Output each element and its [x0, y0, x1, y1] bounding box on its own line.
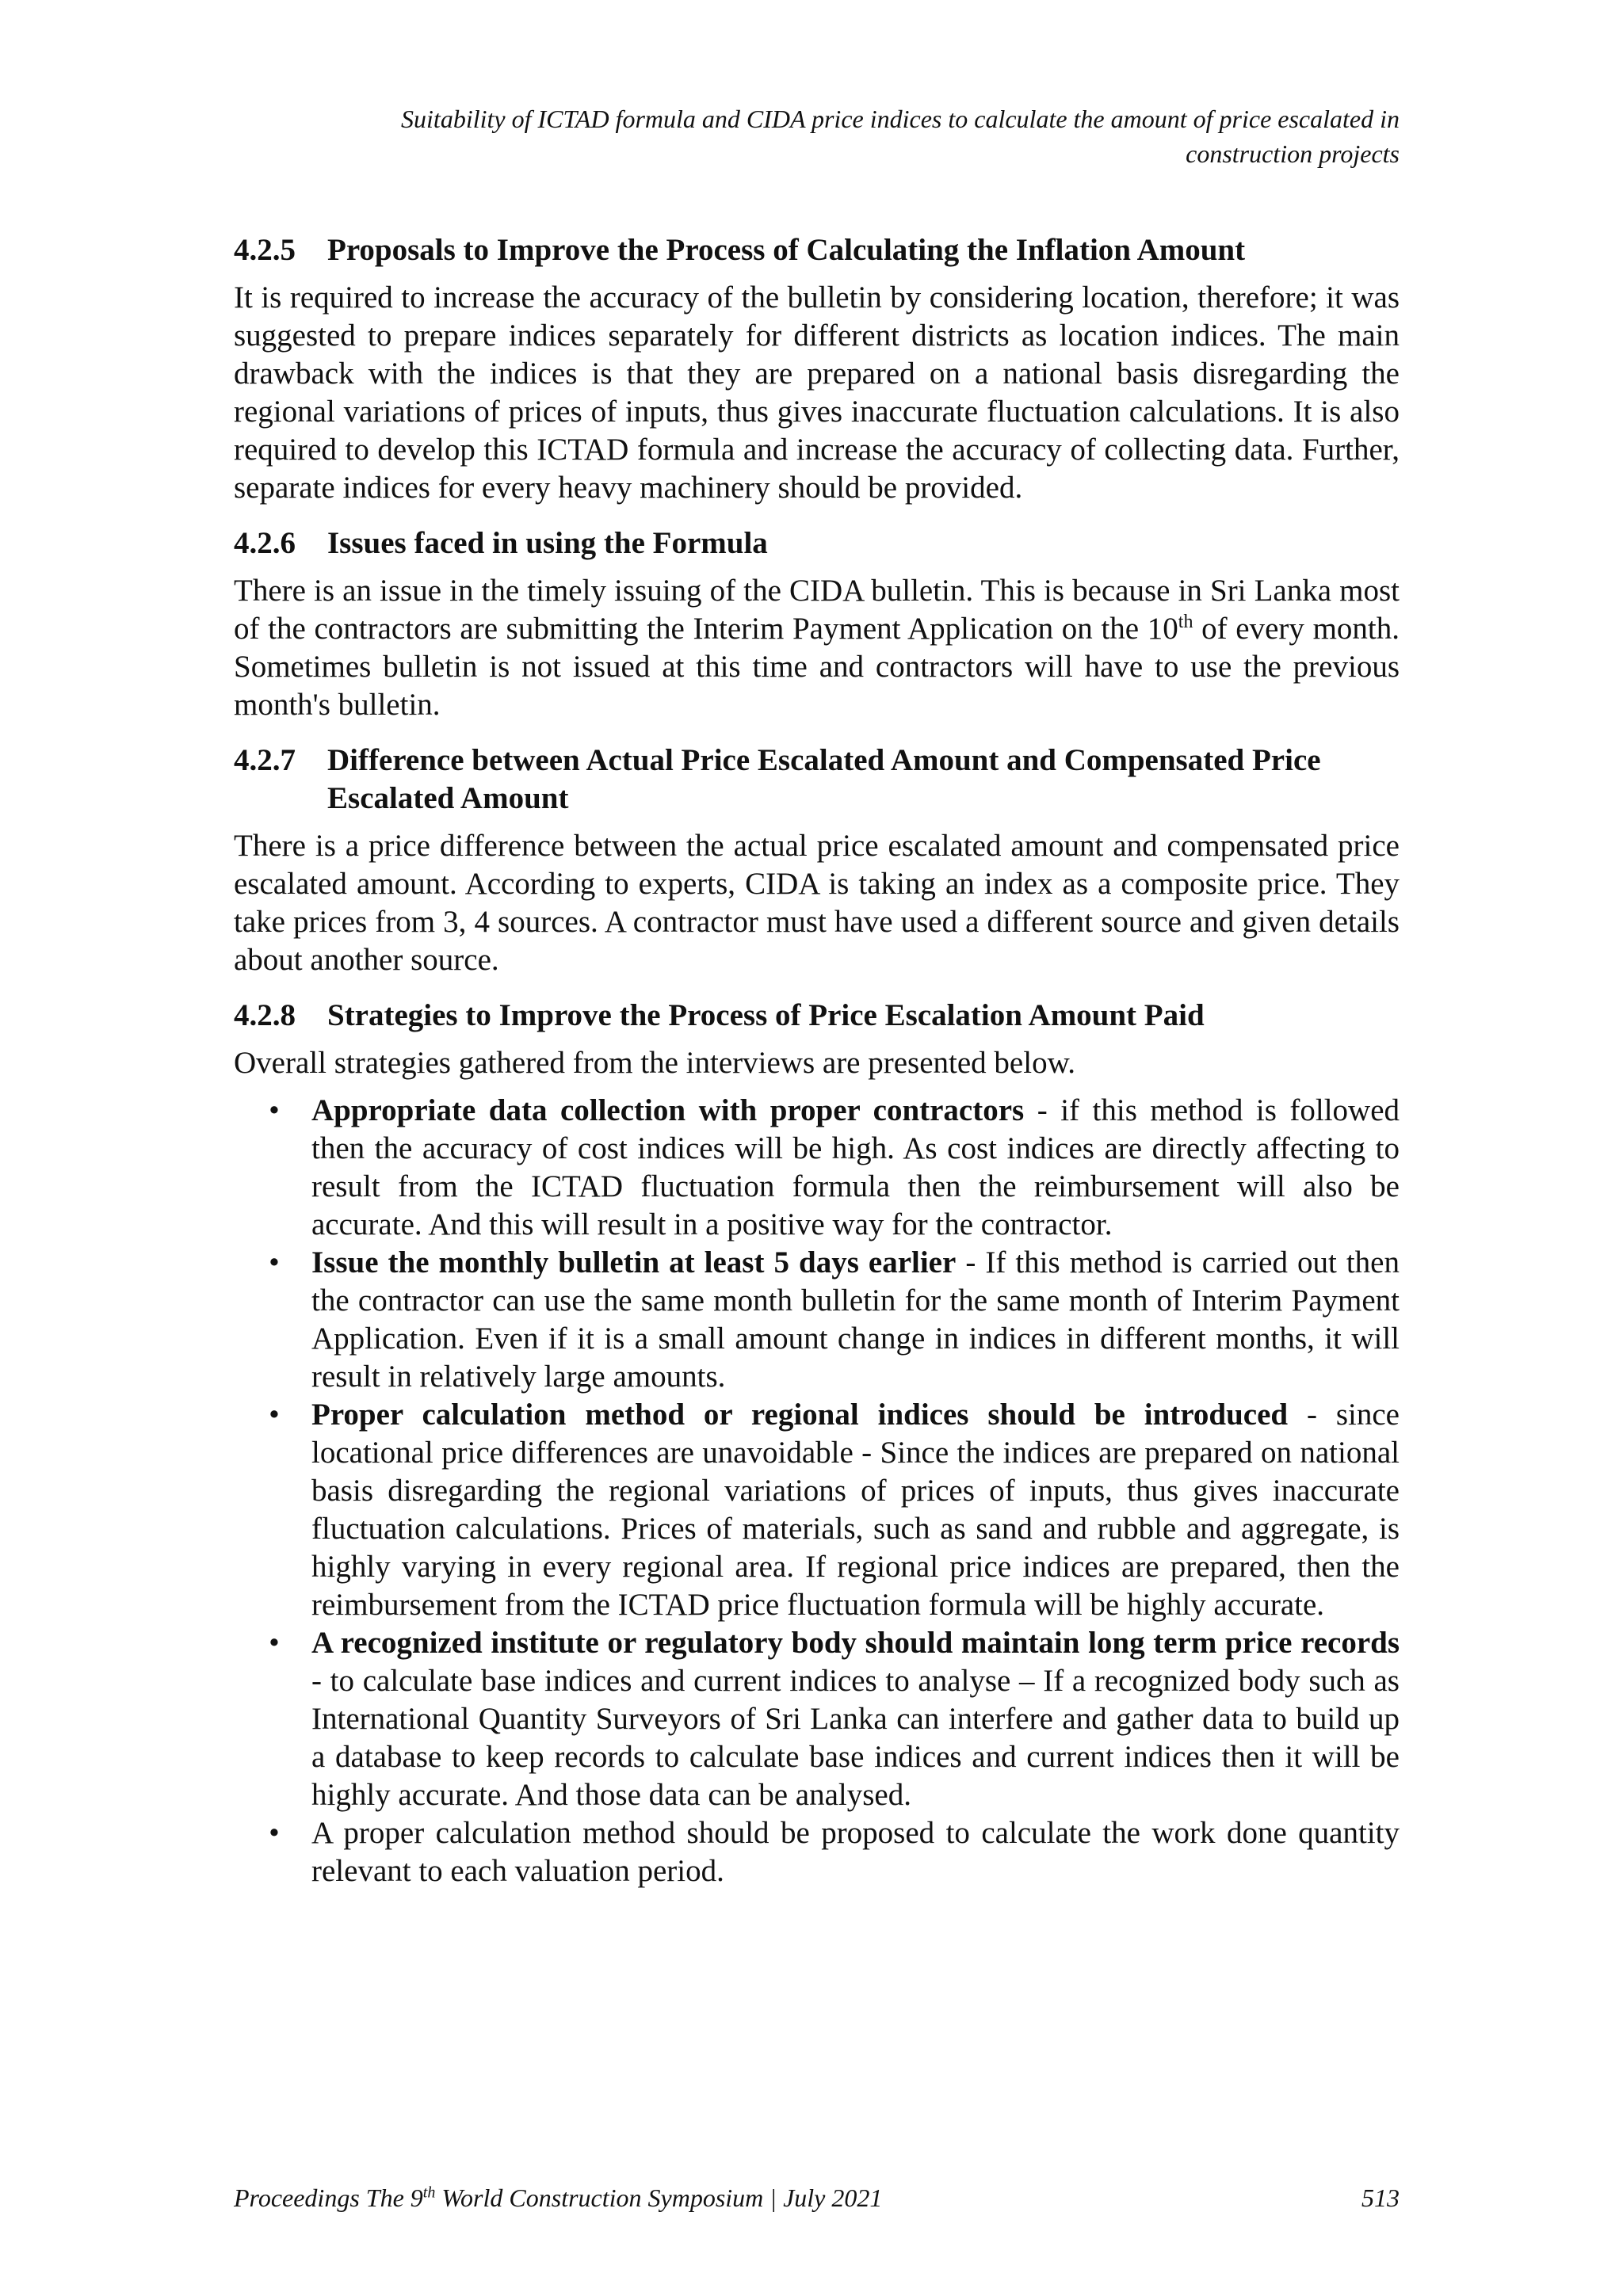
section-heading-4-2-7 [234, 742, 1400, 818]
section-heading-4-2-6 [234, 524, 1400, 563]
ordinal-superscript: th [422, 2183, 436, 2202]
list-item-lead: Issue the monthly bulletin at least 5 days earlier [311, 1245, 957, 1280]
section-heading-4-2-8 [234, 997, 1400, 1035]
footer-text: Proceedings The 9 [234, 2183, 423, 2212]
footer-citation [234, 2180, 882, 2215]
bullet-icon: • [269, 1626, 280, 1660]
section-title: Proposals to Improve the Process of Calculating the Inflation Amount [327, 233, 1246, 267]
running-head-line-1: Suitability of ICTAD formula and CIDA price indices to calculate the amount of price escalated in [401, 105, 1400, 133]
main-content [234, 231, 1400, 1890]
bullet-icon: • [269, 1093, 280, 1127]
list-item-lead: A recognized institute or regulatory body should maintain long term price records [311, 1626, 1400, 1660]
section-number: 4.2.7 [234, 743, 296, 777]
list-item [269, 1396, 1400, 1624]
section-body-4-2-5: It is required to increase the accuracy of the bulletin by considering location, therefore; it was suggested to prepare indices separately for different districts as location indices. The main drawback with the indices is that they are prepared on a national basis disregarding the regional variations of prices of inputs, thus gives inaccurate fluctuation calculations. It is also required to develop this ICTAD formula and increase the accuracy of collecting data. Further, separate indices for every heavy machinery should be provided. [234, 280, 1400, 505]
running-head [234, 101, 1400, 171]
footer-text: World Construction Symposium | July 2021 [435, 2183, 883, 2212]
section-number: 4.2.8 [234, 998, 296, 1032]
list-item [269, 1092, 1400, 1244]
section-title: Difference between Actual Price Escalated Amount and Compensated Price Escalated Amount [327, 743, 1321, 815]
page-footer [234, 2180, 1400, 2215]
section-body-4-2-7: There is a price difference between the actual price escalated amount and compensated price escalated amount. According to experts, CIDA is taking an index as a composite price. They take prices from 3, 4 sources. A contractor must have used a different source and given details about another source. [234, 829, 1400, 977]
list-item-lead: Appropriate data collection with proper contractors [311, 1093, 1025, 1127]
list-item-text: - if this method is followed then the accuracy of cost indices will be high. As cost indices are directly affecting to result from the ICTAD fluctuation formula then the reimbursement will also be accurate. And this will result in a positive way for the contractor. [311, 1093, 1400, 1241]
page-number: 513 [1361, 2183, 1400, 2212]
list-item [269, 1244, 1400, 1396]
body-text: There is an issue in the timely issuing of the CIDA bulletin. This is because in Sri Lanka most of the contractors are submitting the Interim Payment Application on the 10 [234, 574, 1400, 646]
strategy-list [234, 1092, 1400, 1890]
list-item [269, 1814, 1400, 1890]
ordinal-superscript: th [1178, 612, 1193, 632]
section-intro-4-2-8: Overall strategies gathered from the interviews are presented below. [234, 1046, 1075, 1080]
section-title: Strategies to Improve the Process of Price Escalation Amount Paid [327, 998, 1205, 1032]
section-number: 4.2.5 [234, 233, 296, 267]
list-item-lead: Proper calculation method or regional indices should be introduced [311, 1398, 1289, 1432]
bullet-icon: • [269, 1398, 280, 1432]
section-body-4-2-6 [234, 572, 1400, 724]
list-item-text: - to calculate base indices and current indices to analyse – If a recognized body such as International Quantity Surveyors of Sri Lanka can interfere and gather data to build up a database to keep records to calculate base indices and current indices then it will be highly accurate. And those data can be analysed. [311, 1664, 1400, 1812]
section-title: Issues faced in using the Formula [327, 526, 768, 560]
bullet-icon: • [269, 1245, 280, 1280]
body-text: of every month. Sometimes bulletin is not issued at this time and contractors will have to use the previous month's bulletin. [234, 612, 1400, 722]
list-item [269, 1624, 1400, 1814]
running-head-line-2: construction projects [1186, 139, 1400, 168]
list-item-text: - since locational price differences are unavoidable - Since the indices are prepared on national basis disregarding the regional variations of prices of inputs, thus gives inaccurate fluctuation calculations. Prices of materials, such as sand and rubble and aggregate, is highly varying in every regional area. If regional price indices are prepared, then the reimbursement from the ICTAD price fluctuation formula will be highly accurate. [311, 1398, 1400, 1622]
bullet-icon: • [269, 1816, 280, 1850]
list-item-text: - If this method is carried out then the contractor can use the same month bulletin for the same month of Interim Payment Application. Even if it is a small amount change in indices in different months, it will result in relatively large amounts. [311, 1245, 1400, 1394]
section-number: 4.2.6 [234, 526, 296, 560]
section-heading-4-2-5 [234, 231, 1400, 269]
list-item-text: A proper calculation method should be proposed to calculate the work done quantity relevant to each valuation period. [311, 1816, 1400, 1888]
